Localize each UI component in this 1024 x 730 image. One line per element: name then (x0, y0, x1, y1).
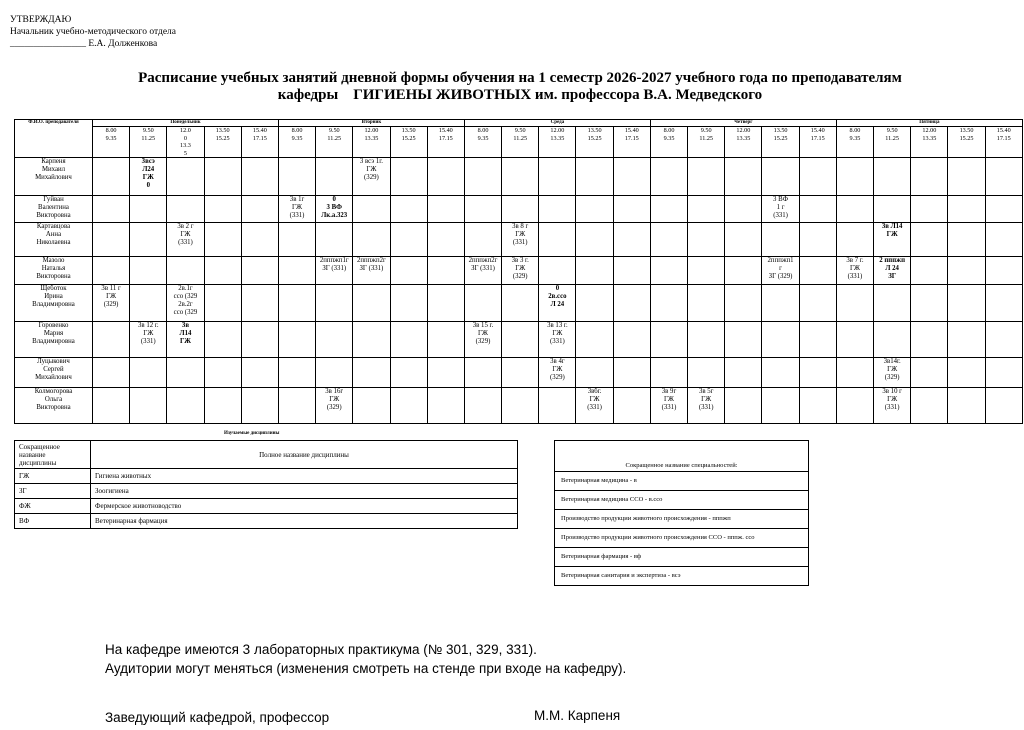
class-cell (93, 257, 130, 285)
class-cell (985, 388, 1022, 424)
class-cell (241, 196, 278, 223)
class-cell: 3в Л14 ГЖ (874, 223, 911, 257)
class-cell (762, 322, 799, 358)
class-cell (911, 196, 948, 223)
class-cell (799, 322, 836, 358)
list-item (555, 529, 809, 548)
class-cell (130, 196, 167, 223)
class-cell (427, 257, 464, 285)
class-cell (725, 388, 762, 424)
table-row (15, 158, 1023, 196)
time-slot: 12.0 0 13.3 5 (167, 127, 204, 158)
teacher-name: Колмогорова Ольга Викторовна (15, 388, 93, 424)
class-cell (836, 285, 873, 322)
time-slot: 15.40 17.15 (241, 127, 278, 158)
class-cell: 3 ВФ 1 г (331) (762, 196, 799, 223)
class-cell: 2пппжп2г ЗГ (331) (464, 257, 501, 285)
class-cell (130, 223, 167, 257)
class-cell (427, 285, 464, 322)
table-row (15, 257, 1023, 285)
class-cell (613, 196, 650, 223)
time-slot: 15.40 17.15 (985, 127, 1022, 158)
class-cell: 3всэ Л24 ГЖ 0 (130, 158, 167, 196)
disc-full: Зоогигиена (91, 484, 518, 499)
day-header: Пятница (836, 120, 1022, 127)
list-item (15, 514, 518, 529)
class-cell: 2в.1г ссо (329 2в.2г ссо (329 (167, 285, 204, 322)
teacher-name: Карпеня Михаил Михайлович (15, 158, 93, 196)
class-cell: 3в 7 г. ГЖ (331) (836, 257, 873, 285)
time-slot: 13.50 15.25 (948, 127, 985, 158)
list-item (15, 499, 518, 514)
time-slot: 15.40 17.15 (427, 127, 464, 158)
class-cell (241, 322, 278, 358)
class-cell (948, 388, 985, 424)
class-cell (948, 196, 985, 223)
class-cell (316, 358, 353, 388)
class-cell (985, 196, 1022, 223)
class-cell (985, 285, 1022, 322)
class-cell (725, 322, 762, 358)
teacher-name: Мазоло Наталья Викторовна (15, 257, 93, 285)
class-cell (502, 322, 539, 358)
class-cell (93, 158, 130, 196)
class-cell (650, 196, 687, 223)
class-cell (576, 158, 613, 196)
class-cell (836, 358, 873, 388)
spec-item: Ветеринарная медицина - в (555, 472, 809, 491)
title-line-1: Расписание учебных занятий дневной формы обучения на 1 семестр 2026-2027 учебного года по преподавателям (138, 70, 902, 86)
class-cell (353, 223, 390, 257)
signature-name: М.М. Карпеня (534, 708, 621, 723)
class-cell (464, 158, 501, 196)
class-cell (650, 257, 687, 285)
page-title (60, 70, 980, 104)
class-cell (688, 196, 725, 223)
class-cell (241, 358, 278, 388)
class-cell: 3в 12 г. ГЖ (331) (130, 322, 167, 358)
class-cell (93, 358, 130, 388)
list-item (555, 510, 809, 529)
class-cell (725, 223, 762, 257)
class-cell (390, 158, 427, 196)
time-slot: 13.50 15.25 (762, 127, 799, 158)
disciplines-table (14, 440, 518, 529)
disciplines-caption: Изучаемые дисциплины (224, 431, 280, 436)
class-cell (576, 257, 613, 285)
class-cell (93, 223, 130, 257)
time-slot: 9.50 11.25 (502, 127, 539, 158)
time-slot: 12.00 13.35 (353, 127, 390, 158)
class-cell (390, 285, 427, 322)
class-cell (167, 388, 204, 424)
class-cell (502, 158, 539, 196)
footer-line-2: Аудитории могут меняться (изменения смотреть на стенде при входе на кафедру). (105, 661, 627, 676)
spec-item: Ветеринарная санитария и экспертиза - всэ (555, 567, 809, 586)
class-cell (130, 358, 167, 388)
schedule-table (14, 119, 1023, 424)
disc-short: ФЖ (15, 499, 91, 514)
class-cell (278, 322, 315, 358)
disc-short: ГЖ (15, 469, 91, 484)
class-cell (427, 388, 464, 424)
class-cell (836, 223, 873, 257)
class-cell (613, 388, 650, 424)
class-cell (427, 223, 464, 257)
class-cell (464, 285, 501, 322)
day-header: Четверг (650, 120, 836, 127)
class-cell: 2пппжп1 г ЗГ (329) (762, 257, 799, 285)
approval-line-1: УТВЕРЖДАЮ (10, 15, 72, 25)
class-cell (390, 257, 427, 285)
class-cell: 0 3 ВФ Лк.а.323 (316, 196, 353, 223)
class-cell (427, 358, 464, 388)
class-cell (613, 285, 650, 322)
class-cell (799, 388, 836, 424)
disc-head-short: Сокращенное название дисциплины (15, 441, 91, 469)
class-cell: 2пппжп1г ЗГ (331) (316, 257, 353, 285)
class-cell (874, 285, 911, 322)
class-cell (650, 322, 687, 358)
class-cell (464, 358, 501, 388)
class-cell (502, 285, 539, 322)
class-cell (353, 285, 390, 322)
class-cell (539, 388, 576, 424)
list-item (555, 491, 809, 510)
time-slot: 13.50 15.25 (576, 127, 613, 158)
table-row (15, 358, 1023, 388)
class-cell (93, 322, 130, 358)
class-cell (464, 388, 501, 424)
class-cell (836, 322, 873, 358)
time-slot: 9.50 11.25 (130, 127, 167, 158)
class-cell (539, 158, 576, 196)
table-row (15, 223, 1023, 257)
teacher-name: Щеботок Ирина Владимировна (15, 285, 93, 322)
class-cell (278, 358, 315, 388)
class-cell (911, 388, 948, 424)
class-cell (241, 285, 278, 322)
class-cell: 3в 10 г ГЖ (331) (874, 388, 911, 424)
class-cell (502, 196, 539, 223)
class-cell (502, 388, 539, 424)
class-cell (204, 196, 241, 223)
class-cell (985, 257, 1022, 285)
time-slot: 13.50 15.25 (204, 127, 241, 158)
table-row (15, 196, 1023, 223)
class-cell (204, 158, 241, 196)
disc-full: Фермерское животноводство (91, 499, 518, 514)
class-cell (613, 223, 650, 257)
class-cell: 3в 2 г ГЖ (331) (167, 223, 204, 257)
specialties-table (554, 440, 809, 586)
class-cell (576, 322, 613, 358)
class-cell (688, 285, 725, 322)
class-cell: 3в14г. ГЖ (329) (874, 358, 911, 388)
class-cell (762, 158, 799, 196)
class-cell (650, 285, 687, 322)
day-header: Среда (464, 120, 650, 127)
class-cell (167, 358, 204, 388)
class-cell (427, 158, 464, 196)
class-cell (948, 358, 985, 388)
class-cell (799, 285, 836, 322)
time-slot: 12.00 13.35 (539, 127, 576, 158)
teacher-name: Картавцова Анна Николаевна (15, 223, 93, 257)
class-cell (911, 322, 948, 358)
class-cell (316, 223, 353, 257)
class-cell (539, 196, 576, 223)
class-cell (650, 223, 687, 257)
class-cell (948, 285, 985, 322)
time-slot: 9.50 11.25 (874, 127, 911, 158)
approval-line-2: Начальник учебно-методического отдела (10, 27, 177, 37)
day-header: Понедельник (93, 120, 279, 127)
class-cell (390, 223, 427, 257)
spec-item: Производство продукции животного происхождения - пппжп (555, 510, 809, 529)
spec-item: Ветеринарная фармация - вф (555, 548, 809, 567)
class-cell (502, 358, 539, 388)
class-cell (725, 257, 762, 285)
class-cell (799, 196, 836, 223)
class-cell (241, 388, 278, 424)
class-cell (948, 257, 985, 285)
class-cell (985, 322, 1022, 358)
class-cell (278, 388, 315, 424)
class-cell (130, 388, 167, 424)
class-cell (650, 158, 687, 196)
class-cell (539, 257, 576, 285)
class-cell (204, 285, 241, 322)
class-cell (576, 223, 613, 257)
class-cell (390, 358, 427, 388)
class-cell (204, 388, 241, 424)
class-cell (985, 223, 1022, 257)
class-cell (539, 223, 576, 257)
table-row (15, 322, 1023, 358)
class-cell (167, 257, 204, 285)
class-cell (799, 223, 836, 257)
class-cell: 3в 16г ГЖ (329) (316, 388, 353, 424)
time-slot: 8.00 9.35 (464, 127, 501, 158)
class-cell (278, 223, 315, 257)
list-item (15, 484, 518, 499)
class-cell (762, 223, 799, 257)
class-cell (613, 257, 650, 285)
class-cell: 3вбг. ГЖ (331) (576, 388, 613, 424)
disc-short: ВФ (15, 514, 91, 529)
footer-line-1: На кафедре имеются 3 лабораторных практикума (№ 301, 329, 331). (105, 642, 537, 657)
class-cell (911, 257, 948, 285)
class-cell: 2 пппжп Л 24 ЗГ (874, 257, 911, 285)
disc-short: ЗГ (15, 484, 91, 499)
class-cell (688, 223, 725, 257)
class-cell: 3в Л14 ГЖ (167, 322, 204, 358)
class-cell (874, 158, 911, 196)
class-cell (911, 158, 948, 196)
class-cell (762, 285, 799, 322)
class-cell (390, 322, 427, 358)
approval-line-3: ________________ Е.А. Долженкова (10, 39, 158, 49)
class-cell: 3в 15 г. ГЖ (329) (464, 322, 501, 358)
class-cell (836, 388, 873, 424)
time-slot: 8.00 9.35 (93, 127, 130, 158)
class-cell (93, 196, 130, 223)
time-slot: 8.00 9.35 (278, 127, 315, 158)
class-cell: 0 2в.ссо Л 24 (539, 285, 576, 322)
class-cell (316, 322, 353, 358)
class-cell (464, 223, 501, 257)
class-cell: 3в 1г ГЖ (331) (278, 196, 315, 223)
class-cell (241, 223, 278, 257)
class-cell (799, 358, 836, 388)
class-cell (836, 158, 873, 196)
class-cell (316, 158, 353, 196)
class-cell (948, 322, 985, 358)
class-cell (130, 257, 167, 285)
signature-title: Заведующий кафедрой, профессор (105, 710, 330, 725)
spec-head: Сокращенное название специальностей: (555, 441, 809, 472)
spec-item: Производство продукции животного происхождения ССО - пппж. ссо (555, 529, 809, 548)
class-cell (725, 358, 762, 388)
disc-full: Гигиена животных (91, 469, 518, 484)
class-cell: 3в 5г ГЖ (331) (688, 388, 725, 424)
day-header: Вторник (278, 120, 464, 127)
class-cell (278, 285, 315, 322)
time-slot: 9.50 11.25 (316, 127, 353, 158)
class-cell (353, 322, 390, 358)
teacher-name: Горовенко Мария Владимировна (15, 322, 93, 358)
class-cell: 3в 13 г. ГЖ (331) (539, 322, 576, 358)
table-row (15, 285, 1023, 322)
title-line-2: кафедры ГИГИЕНЫ ЖИВОТНЫХ им. профессора В.А. Медведского (277, 87, 763, 103)
approval-block (10, 14, 176, 50)
class-cell (204, 322, 241, 358)
class-cell: 3в 9г ГЖ (331) (650, 388, 687, 424)
class-cell (204, 223, 241, 257)
class-cell (911, 285, 948, 322)
teacher-name: Луцыкович Сергей Михайлович (15, 358, 93, 388)
class-cell (576, 358, 613, 388)
class-cell (576, 196, 613, 223)
time-slot: 15.40 17.15 (613, 127, 650, 158)
class-cell (353, 358, 390, 388)
class-cell (93, 388, 130, 424)
class-cell (316, 285, 353, 322)
disc-head-full: Полное название дисциплины (91, 441, 518, 469)
class-cell: 3в 3 г. ГЖ (329) (502, 257, 539, 285)
class-cell (688, 158, 725, 196)
list-item (555, 567, 809, 586)
class-cell (799, 257, 836, 285)
class-cell (390, 196, 427, 223)
class-cell (204, 358, 241, 388)
class-cell (130, 285, 167, 322)
class-cell (167, 196, 204, 223)
time-slot: 12.00 13.35 (725, 127, 762, 158)
class-cell: 3в 4г ГЖ (329) (539, 358, 576, 388)
class-cell (688, 322, 725, 358)
class-cell (241, 158, 278, 196)
class-cell (874, 322, 911, 358)
class-cell (948, 158, 985, 196)
list-item (15, 469, 518, 484)
class-cell (688, 257, 725, 285)
class-cell (985, 158, 1022, 196)
list-item (555, 548, 809, 567)
class-cell (911, 358, 948, 388)
class-cell (948, 223, 985, 257)
class-cell (278, 158, 315, 196)
class-cell (911, 223, 948, 257)
class-cell (725, 158, 762, 196)
class-cell (390, 388, 427, 424)
list-item (555, 472, 809, 491)
class-cell (353, 196, 390, 223)
class-cell (427, 322, 464, 358)
class-cell: 3 всэ 1г. ГЖ (329) (353, 158, 390, 196)
class-cell (241, 257, 278, 285)
time-slot: 12.00 13.35 (911, 127, 948, 158)
class-cell (204, 257, 241, 285)
class-cell (985, 358, 1022, 388)
time-slot: 8.00 9.35 (650, 127, 687, 158)
class-cell (836, 196, 873, 223)
class-cell: 3в 8 г ГЖ (331) (502, 223, 539, 257)
time-slot: 9.50 11.25 (688, 127, 725, 158)
class-cell (725, 196, 762, 223)
class-cell (613, 322, 650, 358)
table-row (15, 388, 1023, 424)
class-cell: 2пппжп2г ЗГ (331) (353, 257, 390, 285)
class-cell (762, 388, 799, 424)
time-slot: 13.50 15.25 (390, 127, 427, 158)
class-cell (799, 158, 836, 196)
spec-item: Ветеринарная медицина ССО - в.ссо (555, 491, 809, 510)
class-cell (278, 257, 315, 285)
class-cell (762, 358, 799, 388)
class-cell (650, 358, 687, 388)
teacher-name: Гуйван Валентина Викторовна (15, 196, 93, 223)
footer-notes (105, 640, 626, 678)
class-cell (725, 285, 762, 322)
class-cell (613, 358, 650, 388)
class-cell (688, 358, 725, 388)
class-cell (576, 285, 613, 322)
class-cell (427, 196, 464, 223)
class-cell (353, 388, 390, 424)
fio-header: Ф.И.О. преподавателя (15, 120, 93, 158)
time-slot: 8.00 9.35 (836, 127, 873, 158)
class-cell (874, 196, 911, 223)
time-slot: 15.40 17.15 (799, 127, 836, 158)
class-cell (167, 158, 204, 196)
class-cell (613, 158, 650, 196)
disc-full: Ветеринарная фармация (91, 514, 518, 529)
class-cell (464, 196, 501, 223)
class-cell: 3в 11 г ГЖ (329) (93, 285, 130, 322)
